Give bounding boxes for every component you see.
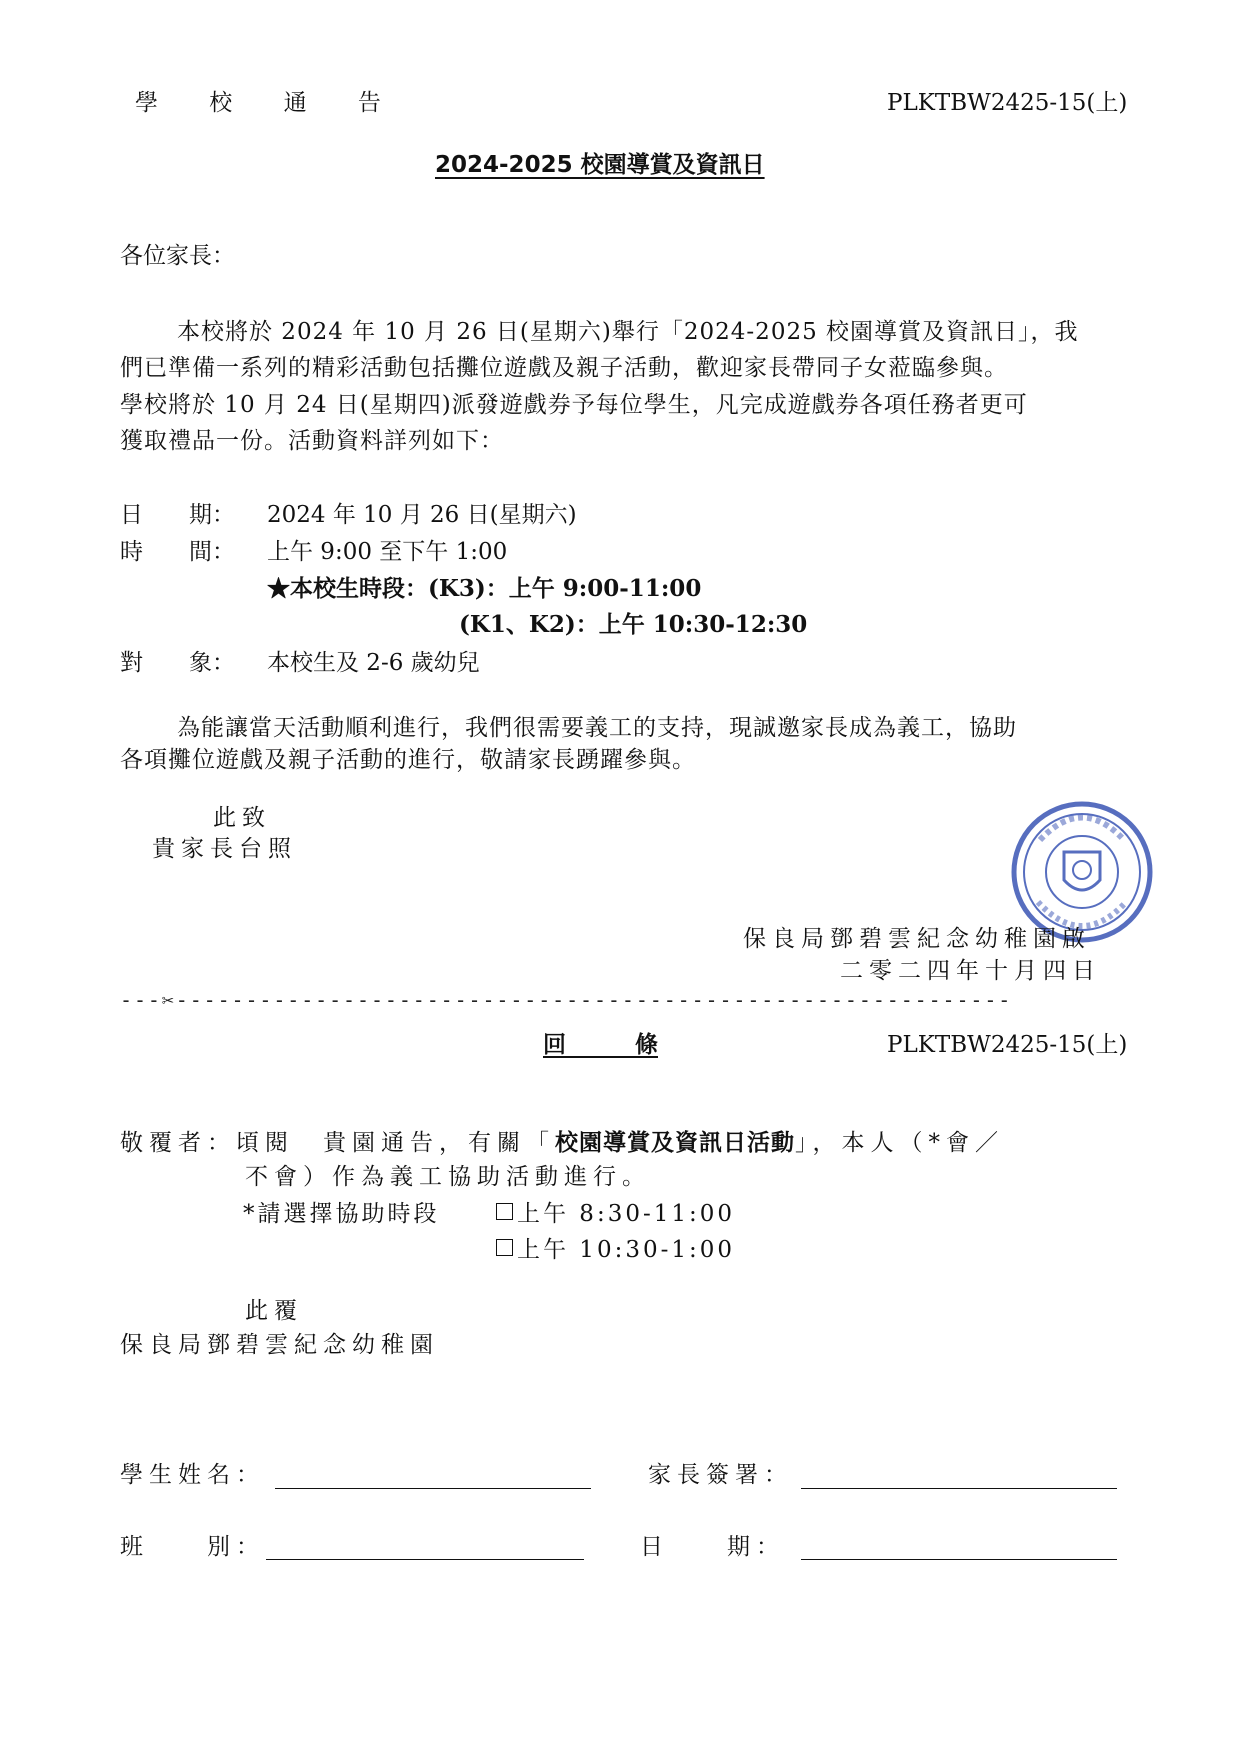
time-value: 上午 9:00 至下午 1:00 [267, 539, 508, 565]
slot-option-2-label: 上午 10:30-1:00 [517, 1237, 736, 1263]
letter-date: 二零二四年十月四日 [840, 958, 1101, 984]
target-value: 本校生及 2-6 歲幼兒 [267, 650, 480, 676]
class-field[interactable] [266, 1559, 584, 1560]
student-slot-k3: ★本校生時段：(K3)：上午 9:00-11:00 [267, 575, 702, 602]
intro-line: 獲取禮品一份。活動資料詳列如下： [120, 428, 504, 454]
student-name-field[interactable] [275, 1488, 591, 1489]
reply-line-1-post: 」，本人（*會／ [795, 1130, 1004, 1156]
intro-line: 們已準備一系列的精彩活動包括攤位遊戲及親子活動，歡迎家長帶同子女蒞臨參與。 [120, 355, 1008, 381]
date-value: 2024 年 10 月 26 日(星期六) [267, 502, 577, 528]
checkbox-icon[interactable] [496, 1239, 513, 1256]
volunteer-line: 各項攤位遊戲及親子活動的進行，敬請家長踴躍參與。 [120, 747, 696, 773]
closing-ci-fu: 此覆 [245, 1298, 303, 1324]
student-name-label: 學生姓名： [120, 1462, 265, 1488]
intro-line: 學校將於 10 月 24 日(星期四)派發遊戲券予每位學生，凡完成遊戲券各項任務者更可 [120, 392, 1028, 418]
closing-recipient: 貴家長台照 [152, 836, 297, 862]
time-label: 時 間： [120, 539, 235, 565]
reply-school-name: 保良局鄧碧雲紀念幼稚園 [120, 1332, 439, 1358]
date-label: 日 期： [120, 502, 235, 528]
signer: 保良局鄧碧雲紀念幼稚園啟 [743, 926, 1091, 952]
notice-label: 學 校 通 告 [135, 90, 403, 116]
intro-line: 本校將於 2024 年 10 月 26 日(星期六)舉行「2024-2025 校園導賞及資訊日」，我 [177, 319, 1079, 345]
slot-option-1[interactable] [496, 1199, 735, 1229]
class-label: 班 別： [120, 1534, 265, 1560]
student-slot-k1-k2: (K1、K2)：上午 10:30-12:30 [459, 611, 808, 638]
reply-line-2: 不會）作為義工協助活動進行。 [245, 1164, 651, 1190]
date-field[interactable] [801, 1559, 1117, 1560]
reply-title: 回 條 [543, 1031, 658, 1058]
date-field-label: 日 期： [640, 1534, 785, 1560]
target-label: 對 象： [120, 650, 235, 676]
closing-ci-zhi: 此致 [213, 805, 271, 831]
reply-line-1-pre: 敬覆者：頃閱 貴園通告，有關「 [120, 1130, 555, 1156]
slot-option-1-label: 上午 8:30-11:00 [517, 1201, 736, 1227]
page-title: 2024-2025 校園導賞及資訊日 [435, 152, 765, 178]
slot-prompt: *請選擇協助時段 [243, 1201, 440, 1227]
slot-option-2[interactable] [496, 1235, 735, 1265]
volunteer-line: 為能讓當天活動順利進行，我們很需要義工的支持，現誠邀家長成為義工，協助 [177, 715, 1017, 741]
greeting: 各位家長： [120, 243, 235, 269]
reply-line-1 [120, 1128, 1004, 1158]
checkbox-icon[interactable] [496, 1203, 513, 1220]
parent-signature-label: 家長簽署： [648, 1462, 793, 1488]
reply-reference-number: PLKTBW2425-15(上) [887, 1032, 1128, 1058]
reply-event-name: 校園導賞及資訊日活動 [555, 1129, 795, 1156]
parent-signature-field[interactable] [801, 1488, 1117, 1489]
reference-number: PLKTBW2425-15(上) [887, 90, 1128, 116]
cut-line: ---✂------------------------------------------------------------ [120, 988, 1013, 1012]
